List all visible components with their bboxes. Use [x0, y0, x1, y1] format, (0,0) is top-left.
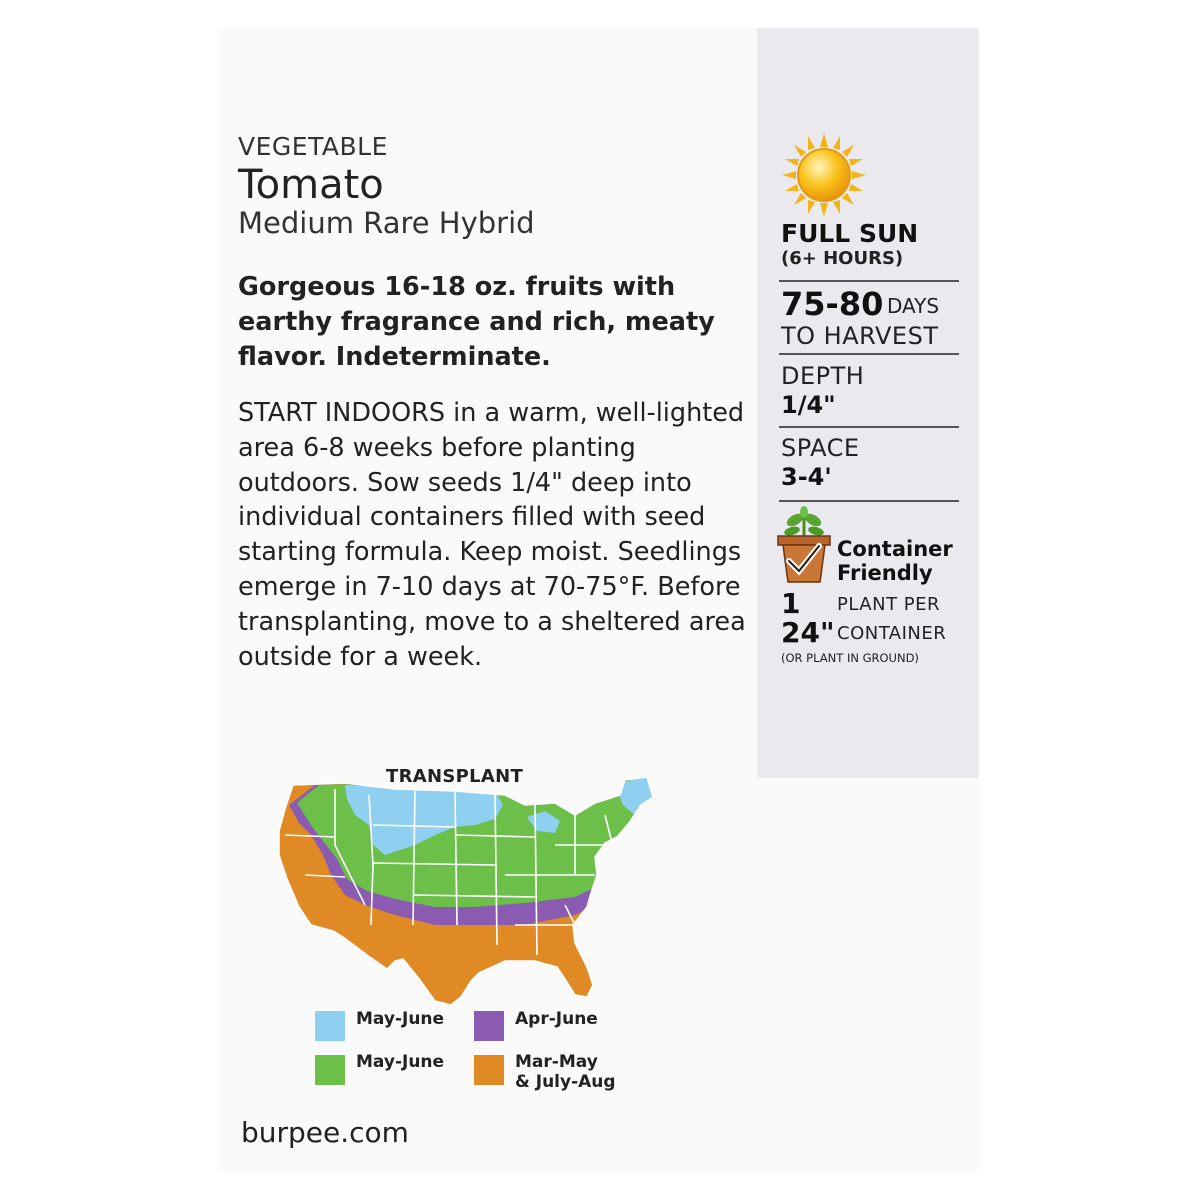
harvest-label: TO HARVEST [781, 322, 939, 350]
variety-name: Medium Rare Hybrid [238, 206, 535, 240]
planting-instructions: START INDOORS in a warm, well-lighted area 6-8 weeks before planting outdoors. Sow seeds 1/4" deep into individual containers filled with seed starting formula. Keep moist. Seedlings emerge in 7-10 days at 70-75°F. Before transplanting, move to a sheltered area outside for a week. [238, 398, 746, 672]
container-friendly-label [837, 537, 953, 585]
product-description: Gorgeous 16-18 oz. fruits with earthy fragrance and rich, meaty flavor. Indeterminate. [238, 272, 715, 372]
legend-swatch-light-blue [315, 1011, 345, 1041]
container-size: 24" [781, 616, 835, 649]
legend-label-line-1: Mar-May [515, 1052, 598, 1072]
container-word: CONTAINER [837, 623, 947, 644]
space-label: SPACE [781, 434, 860, 462]
map-title: TRANSPLANT [386, 766, 524, 787]
legend-swatch-orange [474, 1055, 504, 1085]
depth-label: DEPTH [781, 362, 865, 390]
harvest-days-value: 75-80 [781, 285, 884, 323]
space-value: 3-4' [781, 463, 832, 491]
container-line-2: Friendly [837, 561, 933, 585]
legend-swatch-green [315, 1055, 345, 1085]
plant-count: 1 [781, 587, 801, 620]
sun-hours: (6+ HOURS) [781, 248, 904, 269]
legend-label: May-June [356, 1052, 445, 1072]
container-line-1: Container [837, 537, 953, 561]
depth-value: 1/4" [781, 391, 836, 419]
plant-per-label: PLANT PER [837, 594, 941, 615]
legend-label: Apr-June [515, 1009, 598, 1029]
divider [779, 280, 959, 282]
divider [779, 500, 959, 502]
category-label: VEGETABLE [238, 132, 388, 161]
divider [779, 353, 959, 355]
website-link[interactable]: burpee.com [241, 1116, 409, 1149]
ground-note: (OR PLANT IN GROUND) [781, 651, 919, 665]
sun-requirement: FULL SUN [781, 219, 919, 248]
legend-label: May-June [356, 1009, 445, 1029]
potted-plant-check-icon [775, 506, 833, 586]
legend-swatch-purple [474, 1011, 504, 1041]
sun-icon [782, 133, 866, 217]
divider [779, 426, 959, 428]
page-title: Tomato [238, 162, 384, 208]
harvest-days-unit: DAYS [887, 294, 940, 318]
us-planting-zone-map [275, 775, 655, 1010]
legend-label-multi [515, 1052, 616, 1092]
legend-label-line-2: & July-Aug [515, 1072, 616, 1092]
